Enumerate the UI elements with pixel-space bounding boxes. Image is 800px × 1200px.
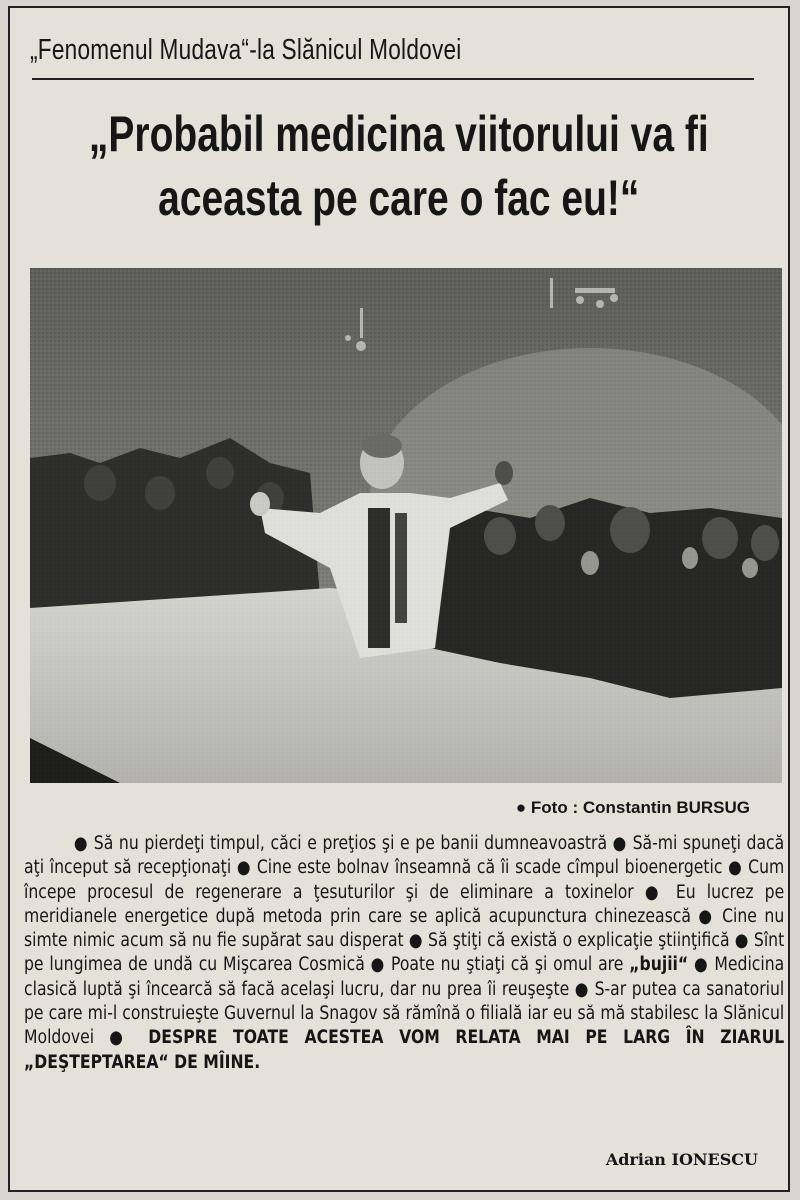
article-headline <box>40 102 758 230</box>
body-segment-2: „bujii“ <box>629 954 689 976</box>
newspaper-clipping <box>8 6 790 1192</box>
kicker-underline <box>32 78 754 80</box>
photo-scene <box>30 268 782 783</box>
photo-credit: ● Foto : Constantin BURSUG <box>515 798 750 817</box>
body-closing-caps: DESPRE TOATE ACESTEA VOM RELATA MAI PE LARG ÎN ZIARUL „DEŞTEPTAREA“ DE MÎINE. <box>24 1027 785 1073</box>
article-body <box>24 832 784 1075</box>
article-kicker: „Fenomenul Mudava“-la Slănicul Moldovei <box>30 34 462 66</box>
article-photo <box>30 268 782 783</box>
body-segment-1: ● Să nu pierdeţi timpul, căci e preţios şi e pe banii dumneavoastră ● Să-mi spuneţi dacă aţi început să recepţionaţi ● Cine este bolnav înseamnă că îi scade cîmpul bioenergetic ● Cum începe procesul de regenerare a ţesuturilor şi de eliminare a toxinelor ● Eu lucrez pe meridianele energetice după metoda prin care se aplică acupunctura chinezească ● Cine nu simte nimic acum să nu fie supărat sau disperat ● Să ştiţi că există o explicaţie ştiinţifică ● Sînt pe lungimea de undă cu Mişcarea Cosmică ● Poate nu ştiaţi că şi omul are <box>24 833 785 976</box>
author-byline: Adrian IONESCU <box>605 1150 758 1169</box>
body-segment-3: ● Medicina clasică luptă şi încearcă să facă acelaşi lucru, dar nu prea îi reuşeşte ● S-ar putea ca sanatoriul pe care mi-l construieşte Guvernul la Snagov să rămînă o filială iar eu să mă stabilesc la Slănicul Moldovei ● <box>24 954 785 1049</box>
headline-line-1: „Probabil medicina viitorului va fi <box>88 106 709 162</box>
headline-line-2: aceasta pe care o fac eu!“ <box>158 170 640 226</box>
